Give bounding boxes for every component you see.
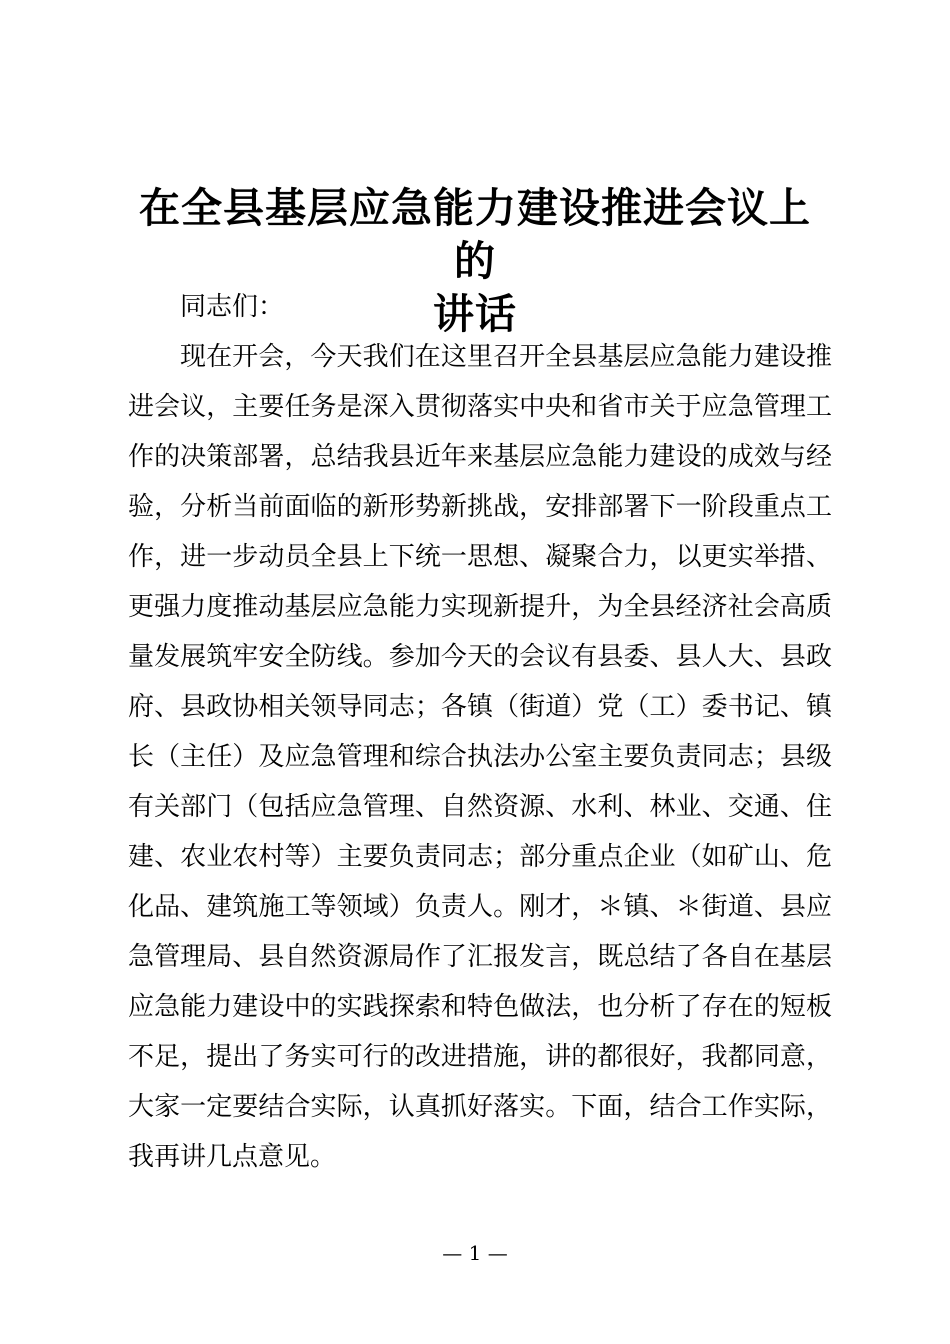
title-line-1: 在全县基层应急能力建设推进会议上的: [139, 184, 811, 285]
salutation: 同志们：: [180, 292, 285, 322]
paragraph-1: 现在开会，今天我们在这里召开全县基层应急能力建设推进会议，主要任务是深入贯彻落实中央和省市关于应急管理工作的决策部署，总结我县近年来基层应急能力建设的成效与经验，分析当前面临的新形势新挑战，安排部署下一阶段重点工作，进一步动员全县上下统一思想、凝聚合力，以更实举措、更强力度推动基层应急能力实现新提升，为全县经济社会高质量发展筑牢安全防线。参加今天的会议有县委、县人大、县政府、县政协相关领导同志；各镇（街道）党（工）委书记、镇长（主任）及应急管理和综合执法办公室主要负责同志；县级有关部门（包括应急管理、自然资源、水利、林业、交通、住建、农业农村等）主要负责同志；部分重点企业（如矿山、危化品、建筑施工等领域）负责人。刚才，＊镇、＊街道、县应急管理局、县自然资源局作了汇报发言，既总结了各自在基层应急能力建设中的实践探索和特色做法，也分析了存在的短板不足，提出了务实可行的改进措施，讲的都很好，我都同意，大家一定要结合实际，认真抓好落实。下面，结合工作实际，我再讲几点意见。: [128, 342, 832, 1172]
speech-body: [128, 282, 832, 1182]
page-number: — 1 —: [442, 1241, 508, 1265]
title-line-2: 讲话: [433, 290, 517, 338]
